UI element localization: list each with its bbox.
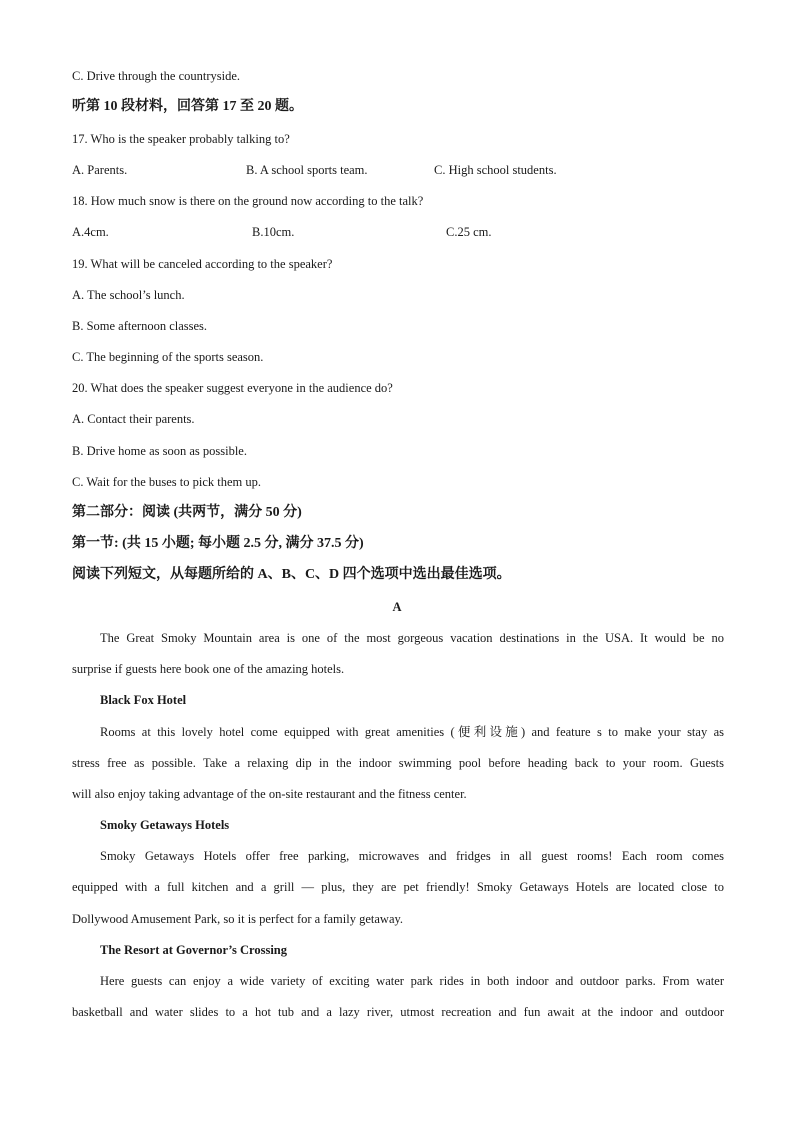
q17-option-b: B. A school sports team.	[246, 163, 368, 177]
q20-option-b: B. Drive home as soon as possible.	[72, 444, 247, 458]
part2-heading: 第二部分：阅读 (共两节，满分 50 分)	[72, 505, 302, 520]
passage-label: A	[392, 600, 402, 614]
q19-option-c: C. The beginning of the sports season.	[72, 350, 264, 364]
section10-instruction: 听第 10 段材料，回答第 17 至 20 题。	[72, 99, 303, 114]
smoky-getaways-line-2: equipped with a full kitchen and a grill — plus, they are pet friendly! Smoky Getaways Hotels are located close to	[72, 880, 724, 894]
q17-option-a: A. Parents.	[72, 163, 128, 177]
intro-line-2: surprise if guests here book one of the amazing hotels.	[72, 662, 345, 676]
black-fox-line-3: will also enjoy taking advantage of the on-site restaurant and the fitness center.	[72, 787, 467, 801]
black-fox-line-2: stress free as possible. Take a relaxing dip in the indoor swimming pool before heading back to your room. Guests	[72, 756, 724, 770]
hotel-name-governors-crossing: The Resort at Governor’s Crossing	[100, 943, 288, 957]
q18-option-a: A.4cm.	[72, 225, 109, 239]
hotel-name-black-fox: Black Fox Hotel	[100, 693, 187, 707]
q16-option-c: C. Drive through the countryside.	[72, 69, 241, 83]
reading-instruction: 阅读下列短文，从每题所给的 A、B、C、D 四个选项中选出最佳选项。	[72, 567, 511, 582]
governors-crossing-line-1: Here guests can enjoy a wide variety of exciting water park rides in both indoor and outdoor parks. From water	[100, 974, 724, 988]
q20-question: 20. What does the speaker suggest everyone in the audience do?	[72, 381, 393, 395]
section1-heading: 第一节: (共 15 小题; 每小题 2.5 分, 满分 37.5 分)	[72, 536, 364, 551]
q17-question: 17. Who is the speaker probably talking to?	[72, 132, 290, 146]
q19-option-b: B. Some afternoon classes.	[72, 319, 208, 333]
q17-option-c: C. High school students.	[434, 163, 557, 177]
q20-option-a: A. Contact their parents.	[72, 412, 195, 426]
smoky-getaways-line-3: Dollywood Amusement Park, so it is perfect for a family getaway.	[72, 912, 404, 926]
governors-crossing-line-2: basketball and water slides to a hot tub and a lazy river, utmost recreation and fun await at the indoor and outdoor	[72, 1005, 724, 1019]
q20-option-c: C. Wait for the buses to pick them up.	[72, 475, 262, 489]
q19-option-a: A. The school’s lunch.	[72, 288, 185, 302]
q18-question: 18. How much snow is there on the ground now according to the talk?	[72, 194, 424, 208]
q18-option-b: B.10cm.	[252, 225, 295, 239]
q19-question: 19. What will be canceled according to the speaker?	[72, 257, 333, 271]
q18-option-c: C.25 cm.	[446, 225, 492, 239]
smoky-getaways-line-1: Smoky Getaways Hotels offer free parking, microwaves and fridges in all guest rooms! Each room comes	[100, 849, 724, 863]
hotel-name-smoky-getaways: Smoky Getaways Hotels	[100, 818, 230, 832]
intro-line-1: The Great Smoky Mountain area is one of the most gorgeous vacation destinations in the USA. It would be no	[100, 631, 724, 645]
black-fox-line-1: Rooms at this lovely hotel come equipped with great amenities (便利设施) and feature s to make your stay as	[100, 725, 724, 739]
